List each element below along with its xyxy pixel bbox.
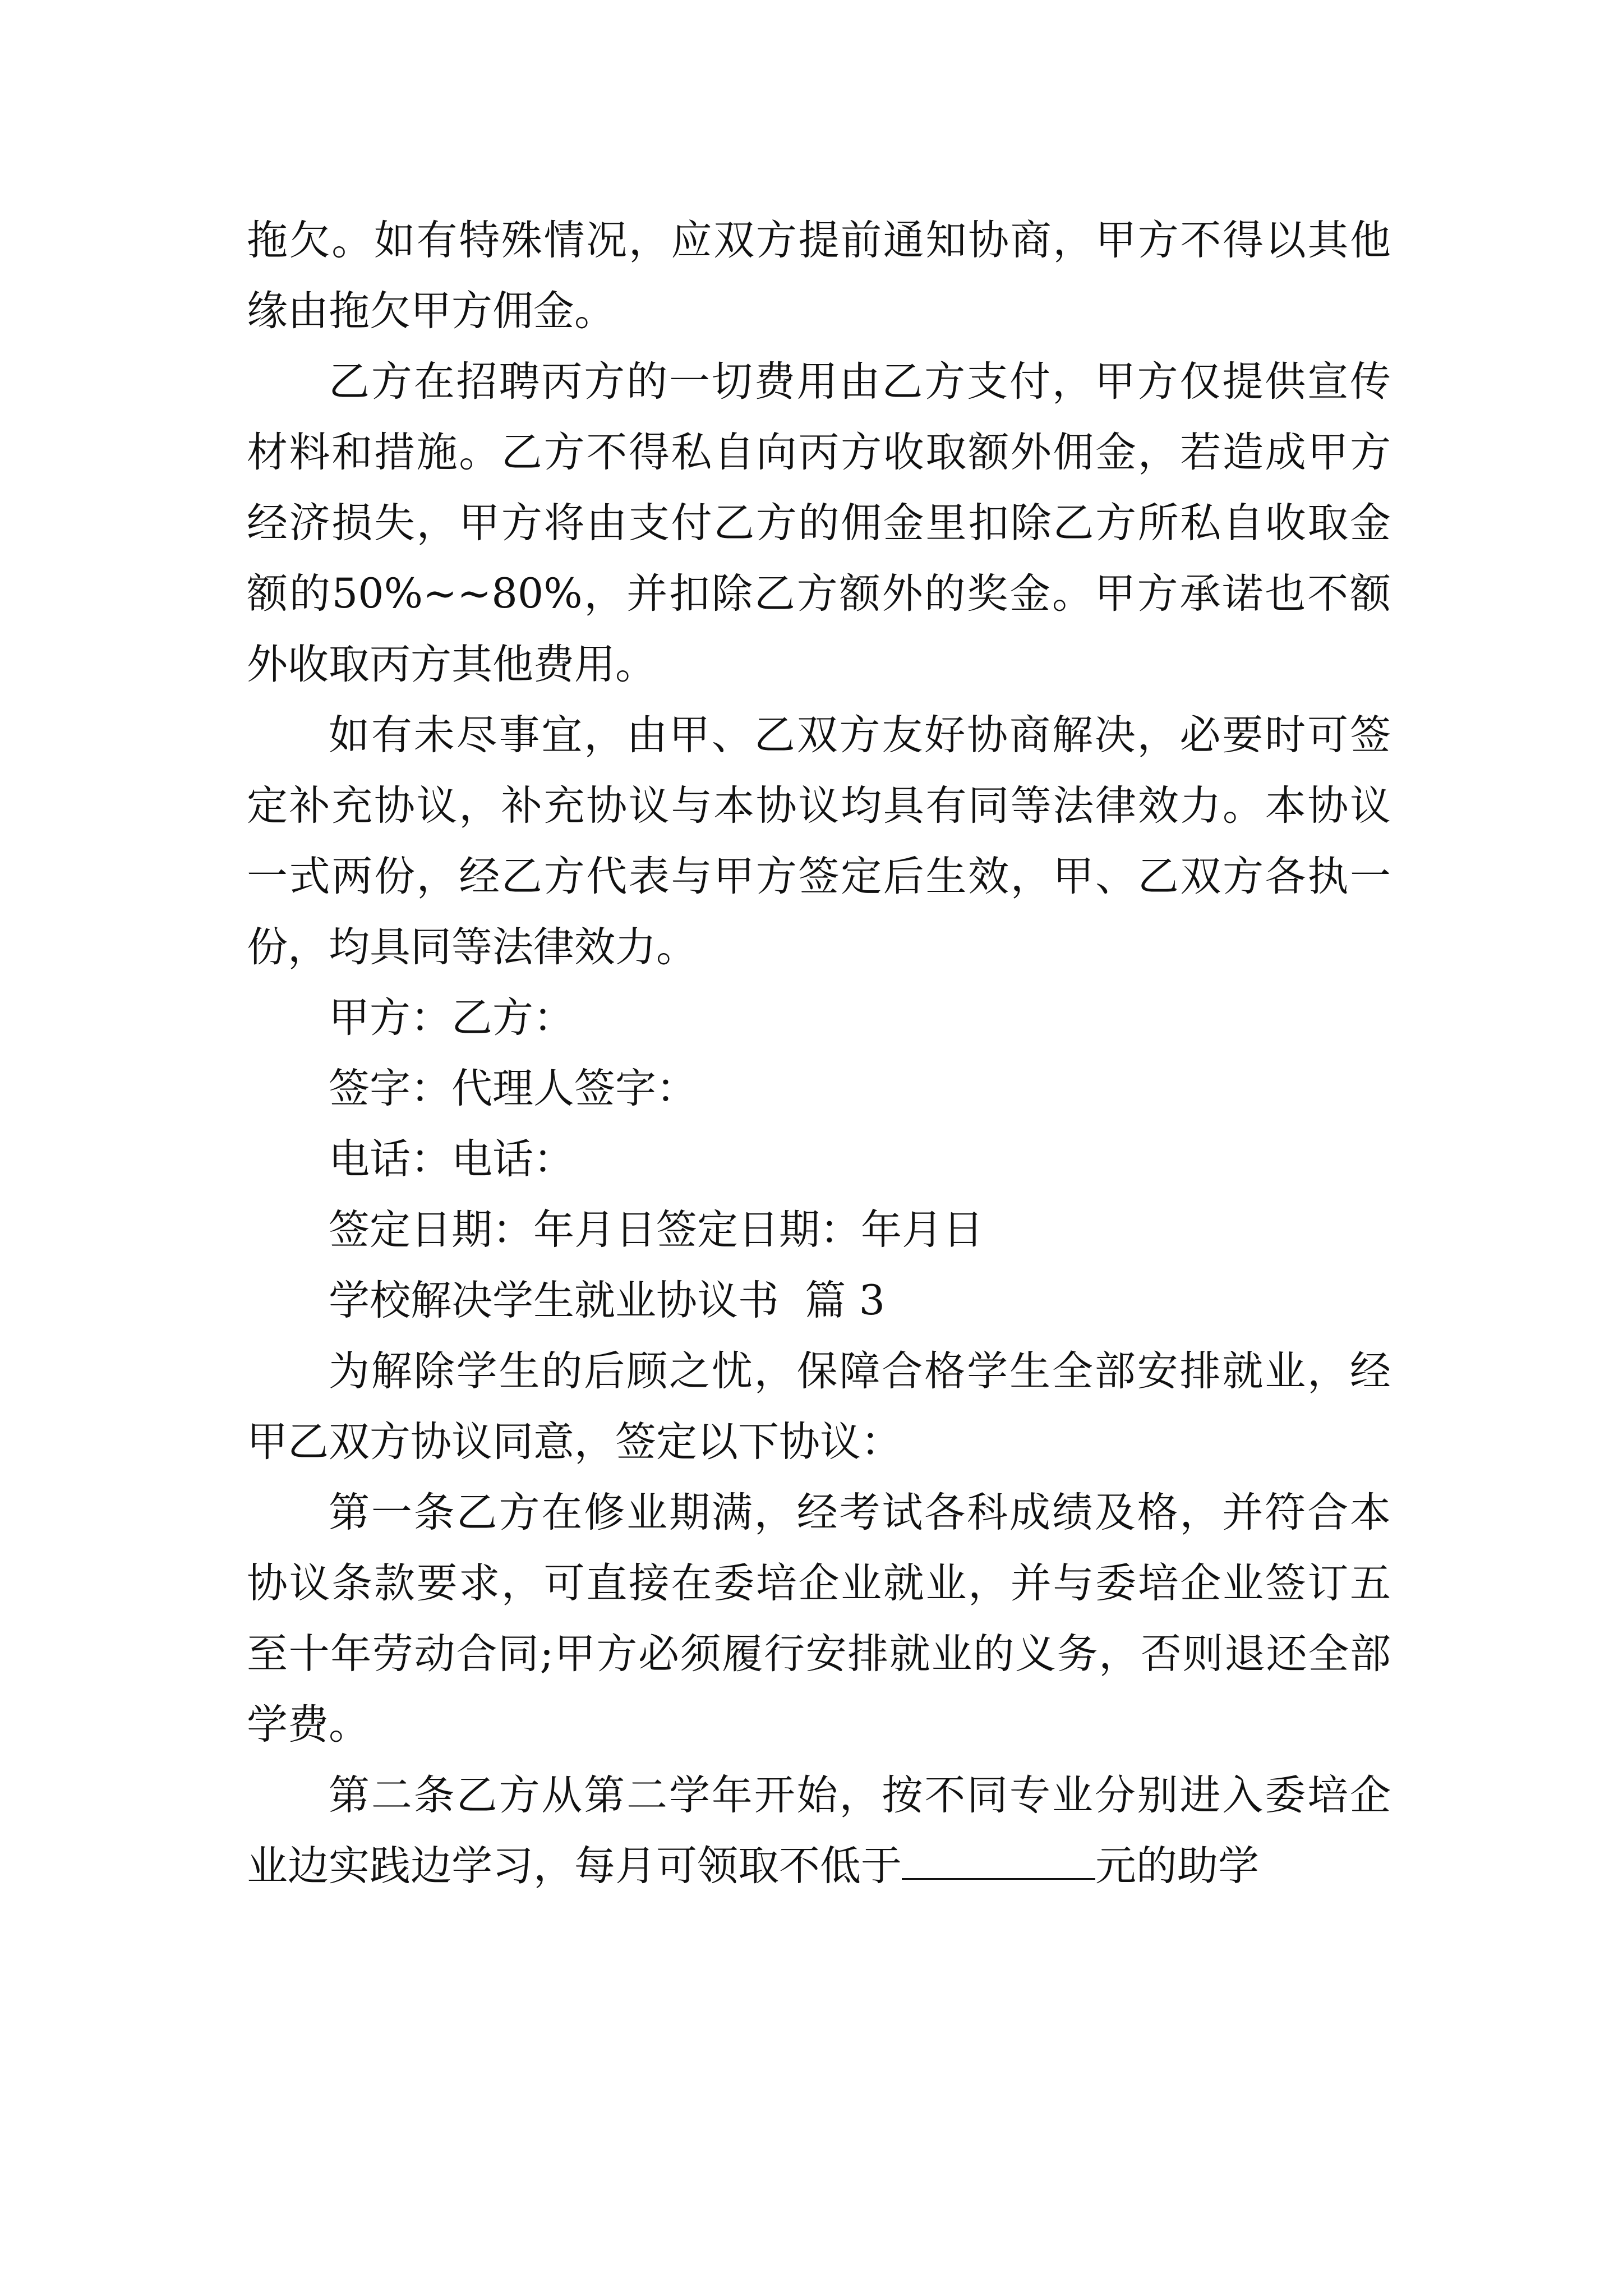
document-body: [247, 205, 1391, 1902]
article-2-text-after: 元的助学: [1095, 1842, 1259, 1890]
agreement-article-2: [247, 1760, 1391, 1902]
agreement-intro: 为解除学生的后顾之忧，保障合格学生全部安排就业，经甲乙双方协议同意，签定以下协议：: [247, 1347, 1391, 1466]
signature-phone-line: 电话：电话：: [329, 1135, 574, 1183]
agreement-article-1: 第一条乙方在修业期满，经考试各科成绩及格，并符合本协议条款要求，可直接在委培企业就业，并与委培企业签订五至十年劳动合同;甲方必须履行安排就业的义务，否则退还全部学费。: [247, 1489, 1391, 1749]
signature-sign-line: 签字：代理人签字：: [329, 1065, 697, 1112]
signature-date-line: 签定日期：年月日签定日期：年月日: [329, 1206, 984, 1254]
signature-party-line: 甲方：乙方：: [329, 994, 574, 1042]
article-2-text-before: 第二条乙方从第二学年开始，按不同专业分别进入委培企业边实践边学习，每月可领取不低于: [247, 1772, 1391, 1890]
paragraph-supplementary-terms: 如有未尽事宜，由甲、乙双方友好协商解决，必要时可签定补充协议，补充协议与本协议均具有同等法律效力。本协议一式两份，经乙方代表与甲方签定后生效，甲、乙双方各执一份，均具同等法律效力。: [247, 711, 1391, 971]
amount-blank-field: [902, 1844, 1095, 1880]
section-title: 学校解决学生就业协议书 篇 3: [329, 1277, 886, 1324]
paragraph-continuation: 拖欠。如有特殊情况，应双方提前通知协商，甲方不得以其他缘由拖欠甲方佣金。: [247, 217, 1391, 335]
paragraph-recruitment-fees: 乙方在招聘丙方的一切费用由乙方支付，甲方仅提供宣传材料和措施。乙方不得私自向丙方收取额外佣金，若造成甲方经济损失，甲方将由支付乙方的佣金里扣除乙方所私自收取金额的50%~~80%，并扣除乙方额外的奖金。甲方承诺也不额外收取丙方其他费用。: [247, 358, 1391, 688]
